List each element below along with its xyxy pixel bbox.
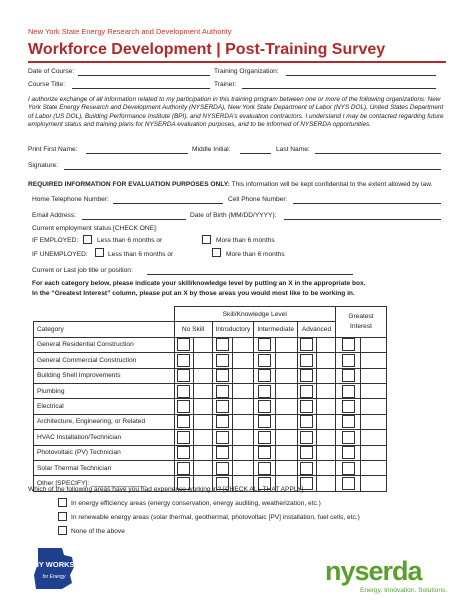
checkbox-cell xyxy=(174,368,193,383)
spacer-cell xyxy=(316,476,335,491)
first-name-label: Print First Name: xyxy=(28,146,78,153)
skill-checkbox[interactable] xyxy=(342,415,355,428)
ny-works-subtext: for Energy xyxy=(42,574,66,580)
signature-field[interactable] xyxy=(64,169,441,170)
table-row xyxy=(34,460,387,475)
checkbox-cell xyxy=(254,337,276,352)
spacer-cell xyxy=(193,430,212,445)
skill-checkbox[interactable] xyxy=(258,446,271,459)
checkbox-cell xyxy=(297,414,316,429)
spacer-cell xyxy=(193,445,212,460)
checkbox-cell xyxy=(297,368,316,383)
skill-checkbox[interactable] xyxy=(177,462,190,475)
spacer-cell xyxy=(233,414,254,429)
skill-checkbox[interactable] xyxy=(258,431,271,444)
checkbox-cell xyxy=(212,445,233,460)
middle-initial-label: Middle Initial: xyxy=(192,146,231,153)
skill-checkbox[interactable] xyxy=(216,338,229,351)
last-name-field[interactable] xyxy=(315,153,441,154)
skill-checkbox[interactable] xyxy=(258,369,271,382)
greatest-interest-header: Greatest Interest xyxy=(335,307,386,338)
checkbox-cell xyxy=(335,445,361,460)
course-title-label: Course Title: xyxy=(28,81,66,88)
skill-checkbox[interactable] xyxy=(177,446,190,459)
spacer-cell xyxy=(193,368,212,383)
spacer-cell xyxy=(276,337,298,352)
spacer-cell xyxy=(361,445,387,460)
skill-checkbox[interactable] xyxy=(258,338,271,351)
skill-checkbox[interactable] xyxy=(258,354,271,367)
checkbox-cell xyxy=(174,445,193,460)
checkbox-cell xyxy=(297,430,316,445)
skill-checkbox[interactable] xyxy=(177,415,190,428)
skill-checkbox[interactable] xyxy=(177,385,190,398)
signature-label: Signature: xyxy=(28,162,59,169)
skill-level-header: Skill/Knowledge Level xyxy=(174,307,335,322)
spacer-cell xyxy=(361,368,387,383)
checkbox-cell xyxy=(174,414,193,429)
checkbox-cell xyxy=(254,430,276,445)
skills-table xyxy=(33,306,387,492)
skill-checkbox[interactable] xyxy=(258,415,271,428)
spacer-cell xyxy=(233,383,254,398)
spacer-cell xyxy=(316,430,335,445)
checkbox-cell xyxy=(212,383,233,398)
skill-checkbox[interactable] xyxy=(300,431,313,444)
spacer-cell xyxy=(276,353,298,368)
spacer-cell xyxy=(233,399,254,414)
checkbox-cell xyxy=(174,353,193,368)
course-title-field[interactable] xyxy=(72,88,210,89)
spacer-cell xyxy=(361,399,387,414)
checkbox-cell xyxy=(254,414,276,429)
table-group-header-row xyxy=(34,307,387,322)
category-cell: General Residential Construction xyxy=(34,337,175,352)
category-cell: Solar Thermal Technician xyxy=(34,460,175,475)
if-employed-label: IF EMPLOYED: xyxy=(32,237,79,244)
checkbox-cell xyxy=(335,399,361,414)
last-job-label: Current or Last job title or position: xyxy=(32,267,133,274)
spacer-cell xyxy=(276,430,298,445)
spacer-cell xyxy=(316,353,335,368)
checkbox-cell xyxy=(335,476,361,491)
spacer-cell xyxy=(233,368,254,383)
skill-checkbox[interactable] xyxy=(342,385,355,398)
skill-checkbox[interactable] xyxy=(300,354,313,367)
authorization-text: I authorize exchange of all information related to my participation in this training program between one or more of the following organizations: New York State Energy Research and Development Authority (NYSERDA), New York State Department of Labor (NYS DOL), United States Department of Labor (US DOL), Building Performance Institute (BPI), and NYSERDA’s evaluation contractors. I understand I may be contacted regarding future employment status and training plans for NYSERDA evaluation purposes, and to be informed of NYSERDA opportunities. xyxy=(28,96,444,128)
spacer-cell xyxy=(316,445,335,460)
spacer-cell xyxy=(276,445,298,460)
checkbox-cell xyxy=(297,353,316,368)
category-cell: Building Shell Improvements xyxy=(34,368,175,383)
skill-checkbox[interactable] xyxy=(300,415,313,428)
checkbox-cell xyxy=(212,353,233,368)
agency-name: New York State Energy Research and Development Authority xyxy=(28,27,232,36)
unemployed-less-6-label: Less than 6 months or xyxy=(108,251,174,258)
skills-body xyxy=(34,337,387,491)
checkbox-cell xyxy=(297,399,316,414)
advanced-header: Advanced xyxy=(297,322,335,337)
experience-efficiency-label: In energy efficiency areas (energy conservation, energy auditing, weatherization, etc.) xyxy=(71,500,321,507)
skill-checkbox[interactable] xyxy=(216,446,229,459)
checkbox-cell xyxy=(254,445,276,460)
checkbox-cell xyxy=(212,430,233,445)
skill-checkbox[interactable] xyxy=(177,369,190,382)
ny-works-text: NY WORKS xyxy=(33,560,75,569)
home-phone-label: Home Telephone Number: xyxy=(32,196,109,203)
table-row xyxy=(34,399,387,414)
spacer-cell xyxy=(316,368,335,383)
last-job-field[interactable] xyxy=(147,274,353,275)
spacer-cell xyxy=(361,353,387,368)
skill-checkbox[interactable] xyxy=(342,462,355,475)
checkbox-cell xyxy=(254,399,276,414)
skill-checkbox[interactable] xyxy=(342,354,355,367)
skill-checkbox[interactable] xyxy=(216,385,229,398)
spacer-cell xyxy=(276,460,298,475)
skill-checkbox[interactable] xyxy=(300,446,313,459)
checkbox-cell xyxy=(174,399,193,414)
middle-initial-field[interactable] xyxy=(240,153,271,154)
spacer-cell xyxy=(276,414,298,429)
table-header-row xyxy=(34,322,387,337)
checkbox-cell xyxy=(335,337,361,352)
spacer-cell xyxy=(276,399,298,414)
checkbox-cell xyxy=(335,353,361,368)
page-title: Workforce Development | Post-Training Survey xyxy=(28,41,386,58)
date-of-course-field[interactable] xyxy=(78,75,210,76)
last-name-label: Last Name: xyxy=(276,146,310,153)
checkbox-cell xyxy=(335,368,361,383)
introductory-header: Introductory xyxy=(212,322,254,337)
category-cell: HVAC Installation/Technician xyxy=(34,430,175,445)
spacer-cell xyxy=(193,460,212,475)
experience-question: Which of the following areas have you had experience working in? [CHECK ALL THAT APPLY] xyxy=(28,486,304,493)
spacer-cell xyxy=(193,414,212,429)
instructions-line-2: In the “Greatest Interest” column, please put an X by those areas you would most like to be working in. xyxy=(32,290,355,297)
home-phone-field[interactable] xyxy=(113,203,223,204)
checkbox-cell xyxy=(297,460,316,475)
employment-status-label: Current employment status [CHECK ONE]: xyxy=(32,225,158,232)
dob-field[interactable] xyxy=(284,219,441,220)
confidential-note: This information will be kept confidential to the extent allowed by law. xyxy=(229,181,433,188)
table-row xyxy=(34,430,387,445)
checkbox-cell xyxy=(212,399,233,414)
spacer-cell xyxy=(361,460,387,475)
checkbox-cell xyxy=(335,430,361,445)
skill-checkbox[interactable] xyxy=(216,415,229,428)
checkbox-cell xyxy=(174,337,193,352)
skill-checkbox[interactable] xyxy=(342,431,355,444)
table-row xyxy=(34,368,387,383)
skill-checkbox[interactable] xyxy=(216,369,229,382)
skill-checkbox[interactable] xyxy=(342,400,355,413)
checkbox-cell xyxy=(174,383,193,398)
skill-checkbox[interactable] xyxy=(258,462,271,475)
table-row xyxy=(34,445,387,460)
nyserda-tagline: Energy. Innovation. Solutions. xyxy=(360,587,448,594)
category-header: Category xyxy=(34,322,175,337)
skill-checkbox[interactable] xyxy=(300,369,313,382)
email-field[interactable] xyxy=(82,219,186,220)
skill-checkbox[interactable] xyxy=(342,369,355,382)
checkbox-cell xyxy=(254,353,276,368)
spacer-cell xyxy=(276,368,298,383)
employed-less-6-label: Less than 6 months or xyxy=(97,237,163,244)
checkbox-cell xyxy=(212,460,233,475)
skill-checkbox[interactable] xyxy=(300,338,313,351)
skill-checkbox[interactable] xyxy=(258,385,271,398)
spacer-cell xyxy=(361,476,387,491)
experience-none-label: None of the above xyxy=(71,528,125,535)
skill-checkbox[interactable] xyxy=(258,400,271,413)
no-skill-header: No Skill xyxy=(174,322,212,337)
spacer-cell xyxy=(193,399,212,414)
spacer-cell xyxy=(316,460,335,475)
experience-none-checkbox[interactable] xyxy=(58,526,67,535)
table-corner xyxy=(34,307,175,322)
checkbox-cell xyxy=(174,430,193,445)
if-unemployed-label: IF UNEMPLOYED: xyxy=(32,251,88,258)
unemployed-less-6-checkbox[interactable] xyxy=(95,248,104,257)
checkbox-cell xyxy=(297,337,316,352)
spacer-cell xyxy=(316,337,335,352)
first-name-field[interactable] xyxy=(86,153,188,154)
checkbox-cell xyxy=(335,414,361,429)
spacer-cell xyxy=(193,353,212,368)
skill-checkbox[interactable] xyxy=(300,462,313,475)
spacer-cell xyxy=(233,445,254,460)
spacer-cell xyxy=(361,430,387,445)
skill-checkbox[interactable] xyxy=(342,446,355,459)
checkbox-cell xyxy=(254,368,276,383)
spacer-cell xyxy=(361,383,387,398)
date-of-course-label: Date of Course: xyxy=(28,68,75,75)
dob-label: Date of Birth (MM/DD/YYYY): xyxy=(190,212,277,219)
training-org-field[interactable] xyxy=(286,75,436,76)
spacer-cell xyxy=(361,337,387,352)
experience-efficiency-checkbox[interactable] xyxy=(58,498,67,507)
spacer-cell xyxy=(361,414,387,429)
checkbox-cell xyxy=(335,460,361,475)
unemployed-more-6-checkbox[interactable] xyxy=(212,248,221,257)
trainer-field[interactable] xyxy=(242,88,436,89)
category-cell: Other [SPECIFY]: _______________ xyxy=(34,476,175,491)
skill-checkbox[interactable] xyxy=(342,477,355,490)
email-label: Email Address: xyxy=(32,212,76,219)
experience-renewable-checkbox[interactable] xyxy=(58,512,67,521)
table-row xyxy=(34,383,387,398)
skill-checkbox[interactable] xyxy=(177,338,190,351)
spacer-cell xyxy=(233,337,254,352)
checkbox-cell xyxy=(297,383,316,398)
training-org-label: Training Organization: xyxy=(214,68,279,75)
skill-checkbox[interactable] xyxy=(300,385,313,398)
spacer-cell xyxy=(233,353,254,368)
experience-renewable-label: In renewable energy areas (solar thermal, geothermal, photovoltaic [PV] installation, fuel cells, etc.) xyxy=(71,514,360,521)
skill-checkbox[interactable] xyxy=(216,400,229,413)
skill-checkbox[interactable] xyxy=(216,354,229,367)
nyserda-logo: nyserda xyxy=(325,556,422,586)
checkbox-cell xyxy=(212,337,233,352)
spacer-cell xyxy=(193,383,212,398)
spacer-cell xyxy=(316,383,335,398)
spacer-cell xyxy=(233,430,254,445)
checkbox-cell xyxy=(174,460,193,475)
category-cell: Electrical xyxy=(34,399,175,414)
category-cell: General Commercial Construction xyxy=(34,353,175,368)
required-info-line xyxy=(28,181,432,188)
spacer-cell xyxy=(233,460,254,475)
spacer-cell xyxy=(316,414,335,429)
cell-phone-label: Cell Phone Number: xyxy=(228,196,288,203)
category-cell: Plumbing xyxy=(34,383,175,398)
employed-more-6-label: More than 6 months xyxy=(216,237,275,244)
spacer-cell xyxy=(316,399,335,414)
checkbox-cell xyxy=(254,383,276,398)
trainer-label: Trainer: xyxy=(214,81,237,88)
checkbox-cell xyxy=(212,368,233,383)
employed-less-6-checkbox[interactable] xyxy=(83,235,92,244)
title-rule xyxy=(28,61,446,63)
skill-checkbox[interactable] xyxy=(300,400,313,413)
intermediate-header: Intermediate xyxy=(254,322,298,337)
skill-checkbox[interactable] xyxy=(342,338,355,351)
skill-checkbox[interactable] xyxy=(216,462,229,475)
skill-checkbox[interactable] xyxy=(216,431,229,444)
spacer-cell xyxy=(193,337,212,352)
instructions-line-1: For each category below, please indicate your skill/knowledge level by putting an X in the appropriate box. xyxy=(32,280,366,287)
category-cell: Photovoltaic (PV) Technician xyxy=(34,445,175,460)
spacer-cell xyxy=(276,383,298,398)
table-row xyxy=(34,353,387,368)
ny-works-logo xyxy=(32,545,76,591)
unemployed-more-6-label: More than 6 months xyxy=(226,251,285,258)
checkbox-cell xyxy=(335,383,361,398)
required-heading: REQUIRED INFORMATION FOR EVALUATION PURPOSES ONLY: xyxy=(28,181,230,188)
skill-checkbox[interactable] xyxy=(177,354,190,367)
cell-phone-field[interactable] xyxy=(293,203,441,204)
employed-more-6-checkbox[interactable] xyxy=(202,235,211,244)
table-row xyxy=(34,337,387,352)
table-row xyxy=(34,414,387,429)
checkbox-cell xyxy=(212,414,233,429)
category-cell: Architecture, Engineering, or Related xyxy=(34,414,175,429)
skill-checkbox[interactable] xyxy=(177,400,190,413)
skill-checkbox[interactable] xyxy=(177,431,190,444)
checkbox-cell xyxy=(254,460,276,475)
checkbox-cell xyxy=(297,445,316,460)
